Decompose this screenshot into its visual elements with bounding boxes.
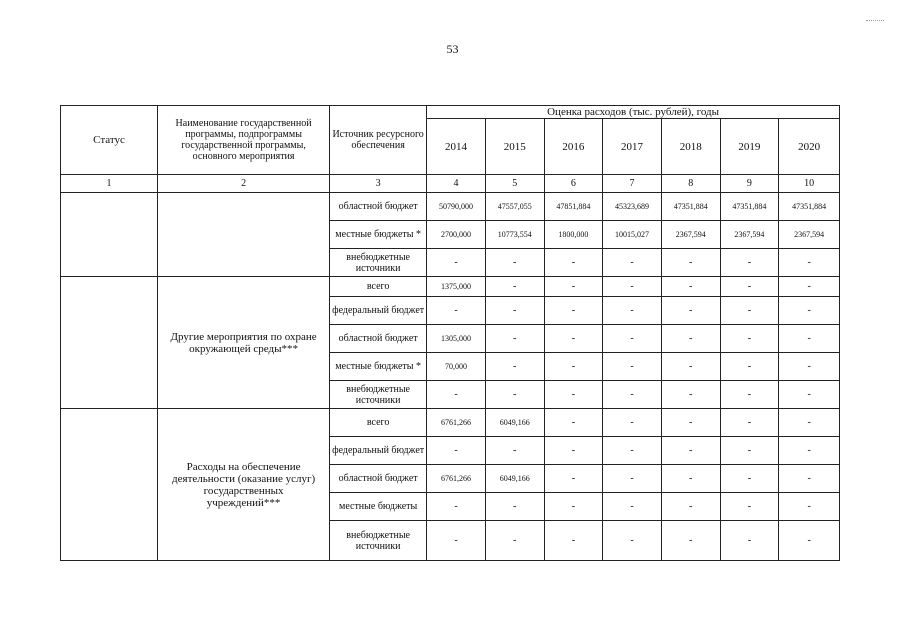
source-cell: федеральный бюджет [330, 297, 427, 325]
scan-mark [866, 20, 884, 21]
column-number: 7 [603, 175, 662, 193]
value-cell: - [779, 521, 840, 561]
value-cell: - [779, 437, 840, 465]
value-cell: - [485, 297, 544, 325]
source-cell: всего [330, 409, 427, 437]
source-cell: внебюджетные источники [330, 249, 427, 277]
value-cell: - [720, 381, 779, 409]
header-year: 2016 [544, 119, 603, 175]
value-cell: - [779, 277, 840, 297]
value-cell: 6049,166 [485, 465, 544, 493]
value-cell: 70,000 [427, 353, 486, 381]
value-cell: - [485, 277, 544, 297]
column-number: 9 [720, 175, 779, 193]
value-cell: - [661, 277, 720, 297]
value-cell: 6761,266 [427, 409, 486, 437]
value-cell: - [427, 493, 486, 521]
budget-table [60, 105, 840, 561]
measure-name: Расходы на обеспечение деятельности (оказание услуг) государственных учреждений*** [158, 409, 330, 561]
value-cell: - [544, 493, 603, 521]
value-cell: - [603, 493, 662, 521]
value-cell: - [720, 493, 779, 521]
source-cell: всего [330, 277, 427, 297]
value-cell: 6049,166 [485, 409, 544, 437]
value-cell: - [544, 437, 603, 465]
value-cell: - [720, 521, 779, 561]
value-cell: 1800,000 [544, 221, 603, 249]
value-cell: - [720, 277, 779, 297]
value-cell: 10773,554 [485, 221, 544, 249]
column-number: 10 [779, 175, 840, 193]
value-cell: 47351,884 [661, 193, 720, 221]
value-cell: - [485, 381, 544, 409]
table-row [61, 409, 840, 437]
value-cell: - [720, 437, 779, 465]
source-cell: федеральный бюджет [330, 437, 427, 465]
value-cell: - [720, 297, 779, 325]
source-cell: местные бюджеты * [330, 353, 427, 381]
value-cell: - [720, 249, 779, 277]
value-cell: 1375,000 [427, 277, 486, 297]
value-cell: - [427, 437, 486, 465]
column-number: 1 [61, 175, 158, 193]
column-number: 2 [158, 175, 330, 193]
header-year: 2020 [779, 119, 840, 175]
value-cell: 45323,689 [603, 193, 662, 221]
value-cell: - [544, 249, 603, 277]
source-cell: областной бюджет [330, 325, 427, 353]
value-cell: 2367,594 [779, 221, 840, 249]
value-cell: 50790,000 [427, 193, 486, 221]
value-cell: - [779, 409, 840, 437]
value-cell: - [544, 521, 603, 561]
value-cell: - [720, 409, 779, 437]
column-number: 8 [661, 175, 720, 193]
value-cell: - [779, 249, 840, 277]
value-cell: - [779, 325, 840, 353]
value-cell: - [661, 325, 720, 353]
header-year: 2017 [603, 119, 662, 175]
status-cell [61, 193, 158, 277]
status-cell [61, 409, 158, 561]
source-cell: внебюджетные источники [330, 381, 427, 409]
value-cell: - [544, 409, 603, 437]
value-cell: - [661, 353, 720, 381]
column-number: 6 [544, 175, 603, 193]
value-cell: - [603, 353, 662, 381]
value-cell: - [603, 521, 662, 561]
column-number: 3 [330, 175, 427, 193]
value-cell: - [779, 465, 840, 493]
value-cell: - [720, 465, 779, 493]
value-cell: - [427, 249, 486, 277]
measure-name [158, 193, 330, 277]
source-cell: областной бюджет [330, 193, 427, 221]
value-cell: - [544, 465, 603, 493]
source-cell: местные бюджеты * [330, 221, 427, 249]
value-cell: - [779, 297, 840, 325]
page-number: 53 [446, 42, 459, 56]
value-cell: 47351,884 [720, 193, 779, 221]
value-cell: - [603, 409, 662, 437]
header-expenses: Оценка расходов (тыс. рублей), годы [427, 106, 840, 119]
value-cell: - [485, 353, 544, 381]
value-cell: - [544, 353, 603, 381]
header-row-1 [61, 106, 840, 119]
value-cell: - [603, 249, 662, 277]
value-cell: - [603, 297, 662, 325]
value-cell: - [485, 521, 544, 561]
value-cell: - [779, 381, 840, 409]
value-cell: - [779, 493, 840, 521]
value-cell: - [485, 493, 544, 521]
value-cell: - [427, 381, 486, 409]
measure-name: Другие мероприятия по охране окружающей среды*** [158, 277, 330, 409]
column-number: 4 [427, 175, 486, 193]
value-cell: - [720, 353, 779, 381]
value-cell: - [603, 465, 662, 493]
value-cell: - [603, 381, 662, 409]
value-cell: 6761,266 [427, 465, 486, 493]
header-year: 2018 [661, 119, 720, 175]
value-cell: - [544, 277, 603, 297]
status-cell [61, 277, 158, 409]
table-row [61, 193, 840, 221]
source-cell: областной бюджет [330, 465, 427, 493]
value-cell: - [427, 521, 486, 561]
header-year: 2015 [485, 119, 544, 175]
value-cell: 47351,884 [779, 193, 840, 221]
source-cell: внебюджетные источники [330, 521, 427, 561]
value-cell: - [603, 437, 662, 465]
value-cell: - [661, 521, 720, 561]
header-year: 2014 [427, 119, 486, 175]
value-cell: 47851,884 [544, 193, 603, 221]
value-cell: - [603, 277, 662, 297]
value-cell: - [661, 297, 720, 325]
value-cell: - [544, 381, 603, 409]
value-cell: 10015,027 [603, 221, 662, 249]
value-cell: - [661, 381, 720, 409]
value-cell: - [661, 249, 720, 277]
value-cell: - [661, 437, 720, 465]
value-cell: 47557,055 [485, 193, 544, 221]
value-cell: - [661, 409, 720, 437]
value-cell: 1305,000 [427, 325, 486, 353]
value-cell: - [485, 325, 544, 353]
column-number: 5 [485, 175, 544, 193]
header-year: 2019 [720, 119, 779, 175]
header-name: Наименование государственной программы, подпрограммы государственной программы, основного мероприятия [158, 106, 330, 175]
value-cell: - [779, 353, 840, 381]
value-cell: 2367,594 [720, 221, 779, 249]
value-cell: - [427, 297, 486, 325]
value-cell: - [603, 325, 662, 353]
header-status: Статус [61, 106, 158, 175]
value-cell: - [485, 249, 544, 277]
value-cell: - [720, 325, 779, 353]
value-cell: - [485, 437, 544, 465]
value-cell: 2367,594 [661, 221, 720, 249]
source-cell: местные бюджеты [330, 493, 427, 521]
value-cell: - [661, 465, 720, 493]
value-cell: - [544, 297, 603, 325]
column-numbers-row [61, 175, 840, 193]
header-source: Источник ресурсного обеспечения [330, 106, 427, 175]
value-cell: - [661, 493, 720, 521]
table-row [61, 277, 840, 297]
value-cell: - [544, 325, 603, 353]
value-cell: 2700,000 [427, 221, 486, 249]
